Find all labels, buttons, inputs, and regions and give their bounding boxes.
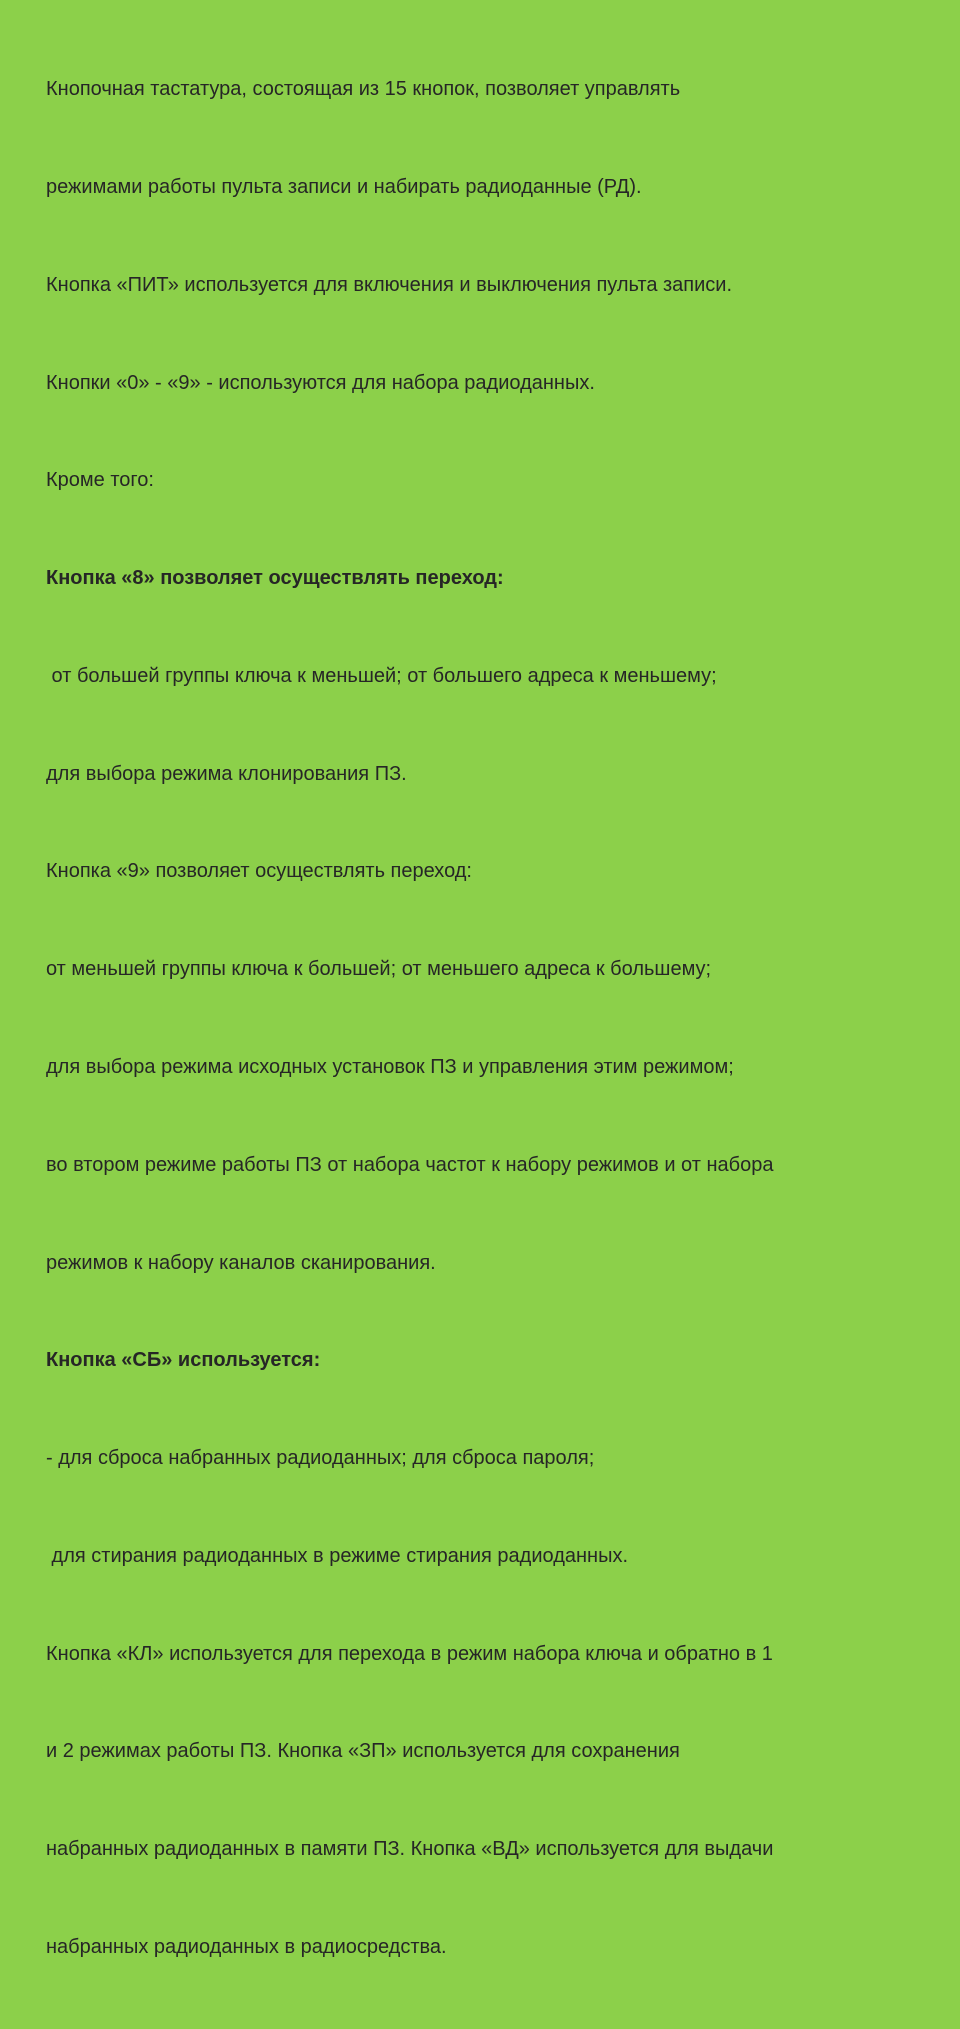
text-line: во втором режиме работы ПЗ от набора частот к набору режимов и от набора	[46, 1153, 774, 1176]
text-line: для выбора режима клонирования ПЗ.	[46, 762, 407, 785]
text-line: Кроме того:	[46, 469, 154, 492]
text-line: режимами работы пульта записи и набирать радиоданные (РД).	[46, 175, 642, 198]
text-line: и 2 режимах работы ПЗ. Кнопка «ЗП» используется для сохранения	[46, 1740, 680, 1763]
text-line: Кнопочная тастатура, состоящая из 15 кнопок, позволяет управлять	[46, 78, 681, 101]
text-line: Кнопка «КЛ» используется для перехода в режим набора ключа и обратно в 1	[46, 1642, 773, 1665]
text-line: Кнопки «0» - «9» - используются для набора радиоданных.	[46, 371, 595, 394]
text-line: режимов к набору каналов сканирования.	[46, 1251, 436, 1274]
text-line: для выбора режима исходных установок ПЗ и управления этим режимом;	[46, 1056, 734, 1078]
heading-line-button-sb: Кнопка «СБ» используется:	[46, 1349, 321, 1372]
text-line: набранных радиоданных в радиосредства.	[46, 1936, 447, 1959]
text-line: Кнопка «ПИТ» используется для включения и выключения пульта записи.	[46, 273, 733, 296]
slide-body-text	[46, 8, 946, 2029]
text-line: набранных радиоданных в памяти ПЗ. Кнопка «ВД» используется для выдачи	[46, 1838, 774, 1861]
heading-line-button-8: Кнопка «8» позволяет осуществлять переход:	[46, 567, 504, 590]
text-line: от меньшей группы ключа к большей; от меньшего адреса к большему;	[46, 958, 712, 981]
text-line: от большей группы ключа к меньшей; от большего адреса к меньшему;	[46, 664, 717, 687]
text-line: - для сброса набранных радиоданных; для сброса пароля;	[46, 1447, 595, 1470]
text-line: Кнопка «9» позволяет осуществлять переход:	[46, 860, 472, 883]
text-line: для стирания радиоданных в режиме стирания радиоданных.	[46, 1544, 629, 1567]
